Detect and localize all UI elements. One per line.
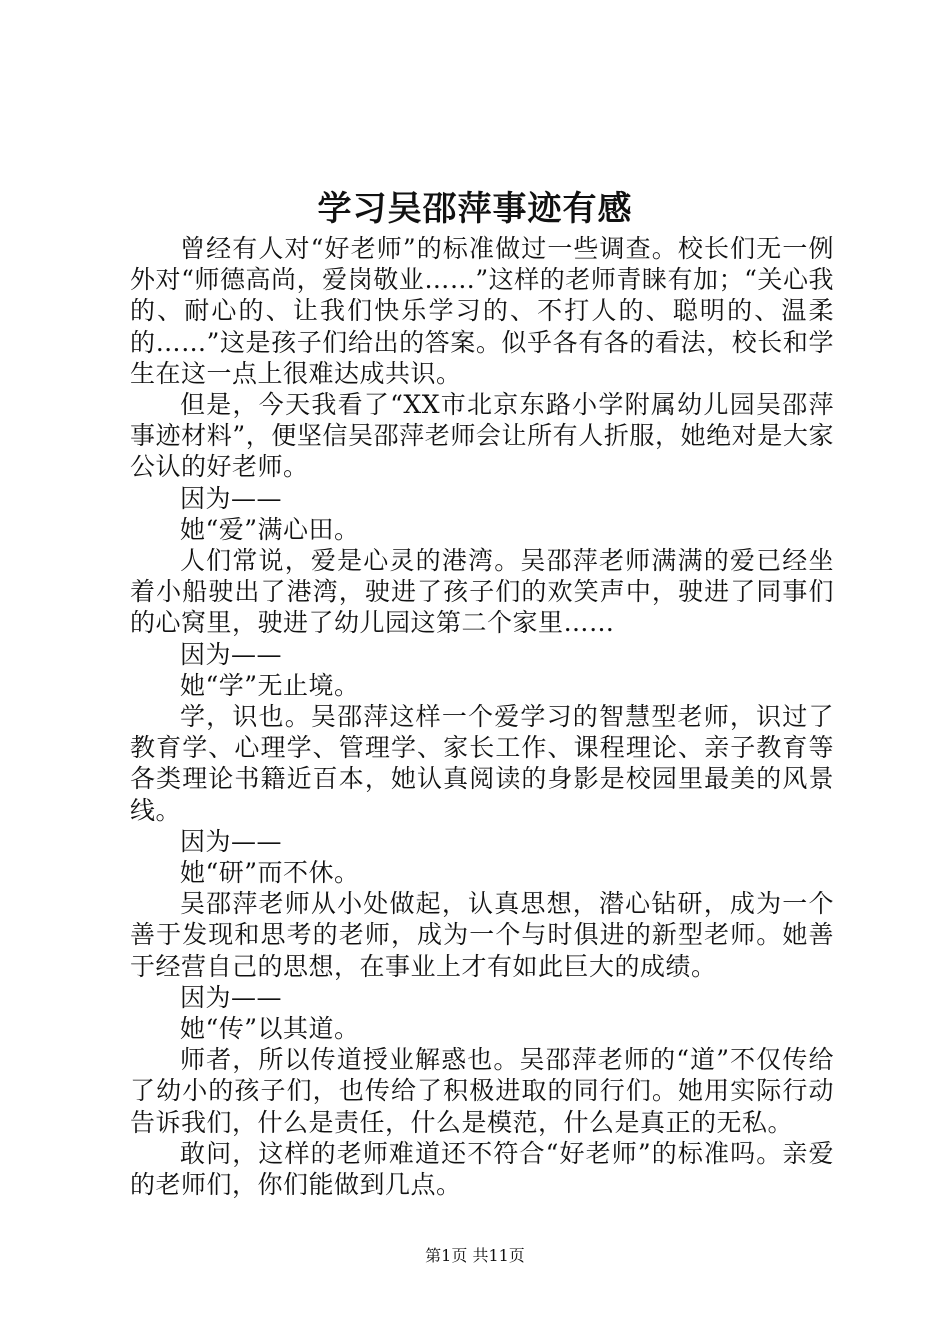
paragraph: 因为—— — [180, 982, 283, 1012]
document-title: 学习吴邵萍事迹有感 — [317, 189, 633, 229]
paragraph: 她“传”以其道。 — [180, 1014, 360, 1044]
paragraph: 因为—— — [180, 483, 283, 513]
paragraph: 她“学”无止境。 — [180, 670, 360, 700]
paragraph: 但是，今天我看了“XX市北京东路小学附属幼儿园吴邵萍事迹材料”，便坚信吴邵萍老师会让所有人折服，她绝对是大家公认的好老师。 — [130, 390, 834, 482]
paragraph: 学，识也。吴邵萍这样一个爱学习的智慧型老师，识过了教育学、心理学、管理学、家长工作、课程理论、亲子教育等各类理论书籍近百本，她认真阅读的身影是校园里最美的风景线。 — [130, 702, 834, 825]
page-number-footer: 第1页 共11页 — [425, 1246, 525, 1265]
paragraph: 师者，所以传道授业解惑也。吴邵萍老师的“道”不仅传给了幼小的孩子们，也传给了积极进取的同行们。她用实际行动告诉我们，什么是责任，什么是模范，什么是真正的无私。 — [130, 1045, 834, 1137]
paragraph: 因为—— — [180, 639, 283, 669]
paragraph: 她“研”而不休。 — [180, 858, 360, 888]
paragraph: 曾经有人对“好老师”的标准做过一些调查。校长们无一例外对“师德高尚，爱岗敬业……”这样的老师青睐有加；“关心我的、耐心的、让我们快乐学习的、不打人的、聪明的、温柔的……”这是孩子们给出的答案。似乎各有各的看法，校长和学生在这一点上很难达成共识。 — [130, 234, 834, 388]
paragraph: 人们常说，爱是心灵的港湾。吴邵萍老师满满的爱已经坐着小船驶出了港湾，驶进了孩子们的欢笑声中，驶进了同事们的心窝里，驶进了幼儿园这第二个家里…… — [130, 546, 834, 638]
document-body — [130, 233, 834, 1200]
paragraph: 她“爱”满心田。 — [180, 514, 360, 544]
paragraph: 敢问，这样的老师难道还不符合“好老师”的标准吗。亲爱的老师们，你们能做到几点。 — [130, 1138, 834, 1200]
paragraph: 吴邵萍老师从小处做起，认真思想，潜心钻研，成为一个善于发现和思考的老师，成为一个与时俱进的新型老师。她善于经营自己的思想，在事业上才有如此巨大的成绩。 — [130, 889, 834, 981]
paragraph: 因为—— — [180, 826, 283, 856]
